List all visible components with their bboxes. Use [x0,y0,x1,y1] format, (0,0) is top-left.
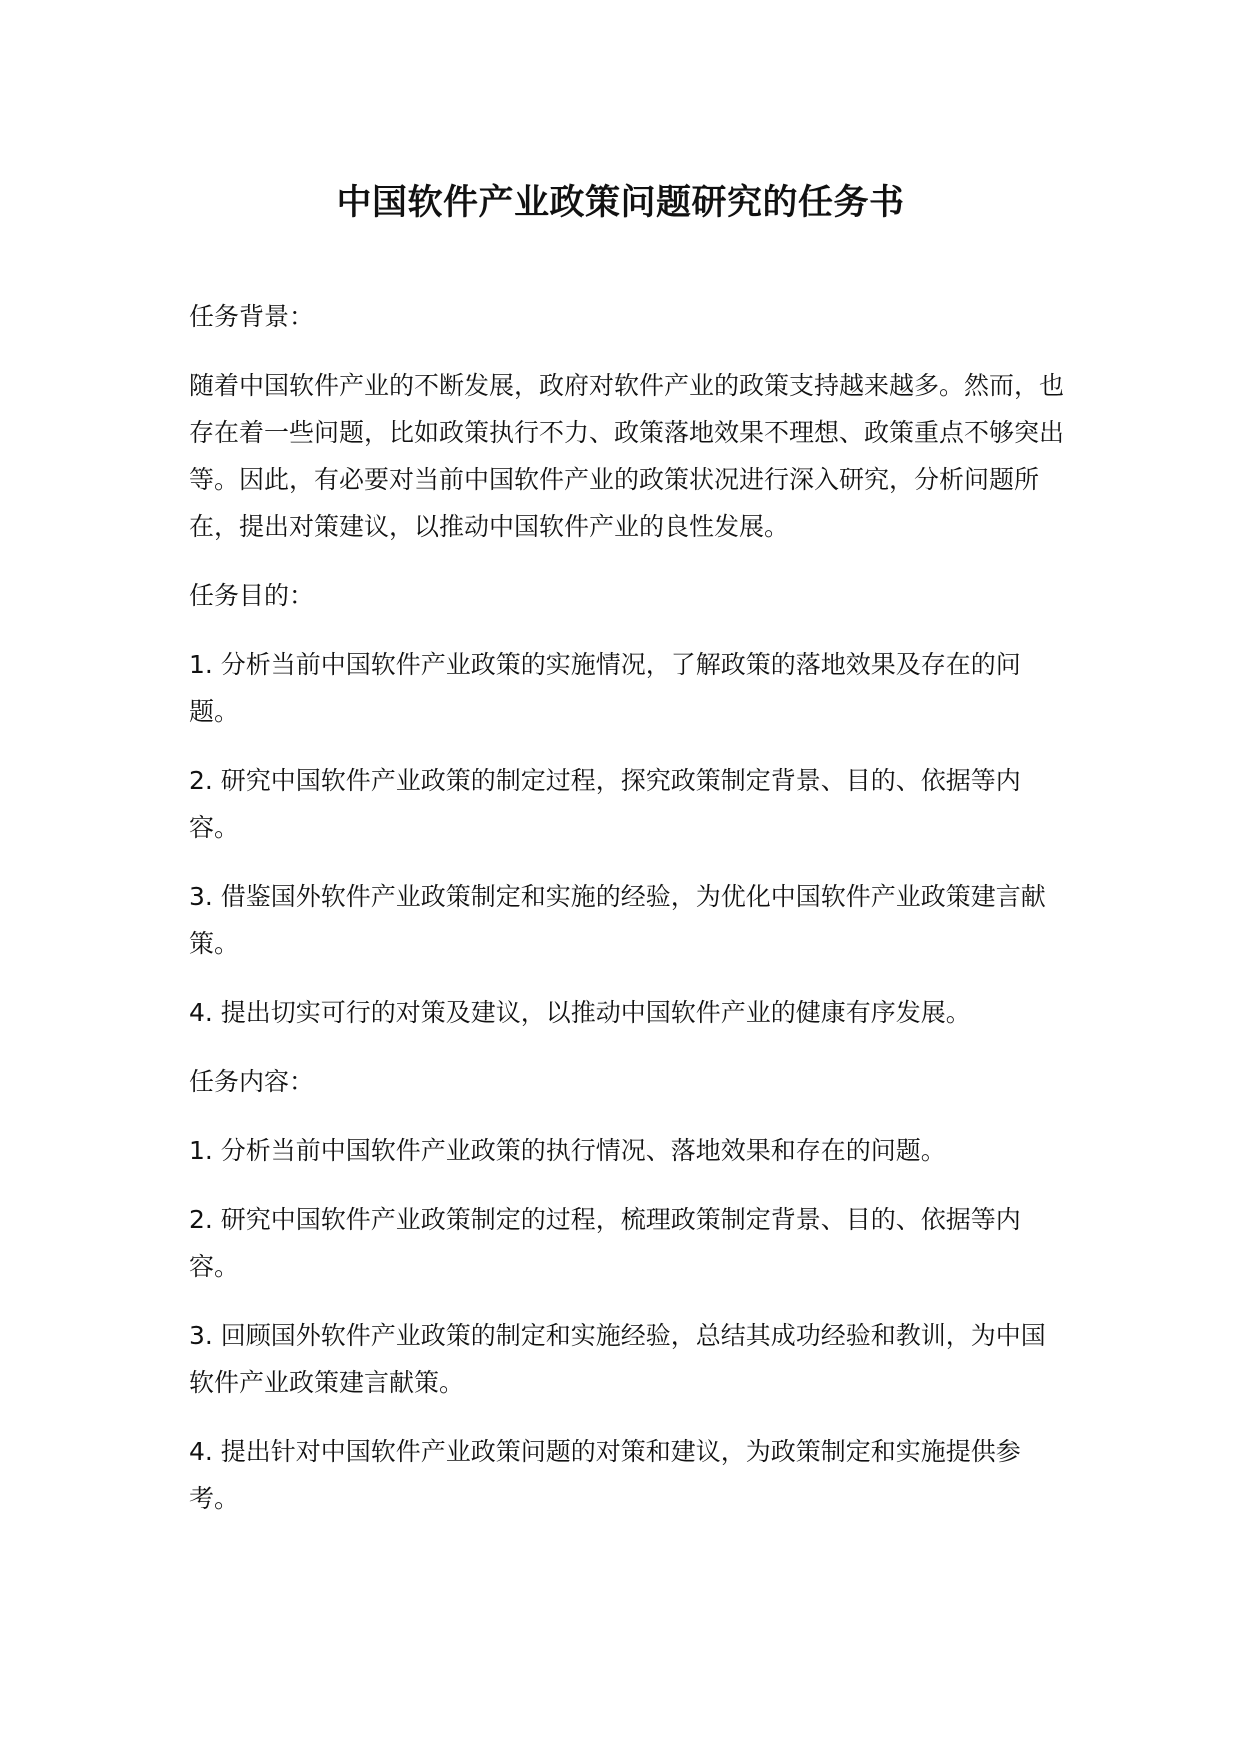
purpose-item-2: 2. 研究中国软件产业政策的制定过程，探究政策制定背景、目的、依据等内容。 [189,766,1021,842]
purpose-item-3: 3. 借鉴国外软件产业政策制定和实施的经验，为优化中国软件产业政策建言献策。 [189,882,1046,958]
content-item-2: 2. 研究中国软件产业政策制定的过程，梳理政策制定背景、目的、依据等内容。 [189,1205,1021,1281]
content-heading: 任务内容： [189,1067,315,1096]
purpose-item-4: 4. 提出切实可行的对策及建议，以推动中国软件产业的健康有序发展。 [189,998,971,1027]
purpose-item-1: 1. 分析当前中国软件产业政策的实施情况，了解政策的落地效果及存在的问题。 [189,650,1021,726]
content-item-3: 3. 回顾国外软件产业政策的制定和实施经验，总结其成功经验和教训，为中国软件产业政策建言献策。 [189,1321,1046,1397]
content-item-1: 1. 分析当前中国软件产业政策的执行情况、落地效果和存在的问题。 [189,1136,946,1165]
content-item-4: 4. 提出针对中国软件产业政策问题的对策和建议，为政策制定和实施提供参考。 [189,1437,1021,1513]
purpose-heading: 任务目的： [189,581,315,610]
background-paragraph: 随着中国软件产业的不断发展，政府对软件产业的政策支持越来越多。然而，也存在着一些问题，比如政策执行不力、政策落地效果不理想、政策重点不够突出等。因此，有必要对当前中国软件产业的政策状况进行深入研究，分析问题所在，提出对策建议，以推动中国软件产业的良性发展。 [189,371,1065,541]
background-heading: 任务背景： [189,302,315,331]
document-title: 中国软件产业政策问题研究的任务书 [336,183,905,223]
document-body [189,293,1069,1544]
